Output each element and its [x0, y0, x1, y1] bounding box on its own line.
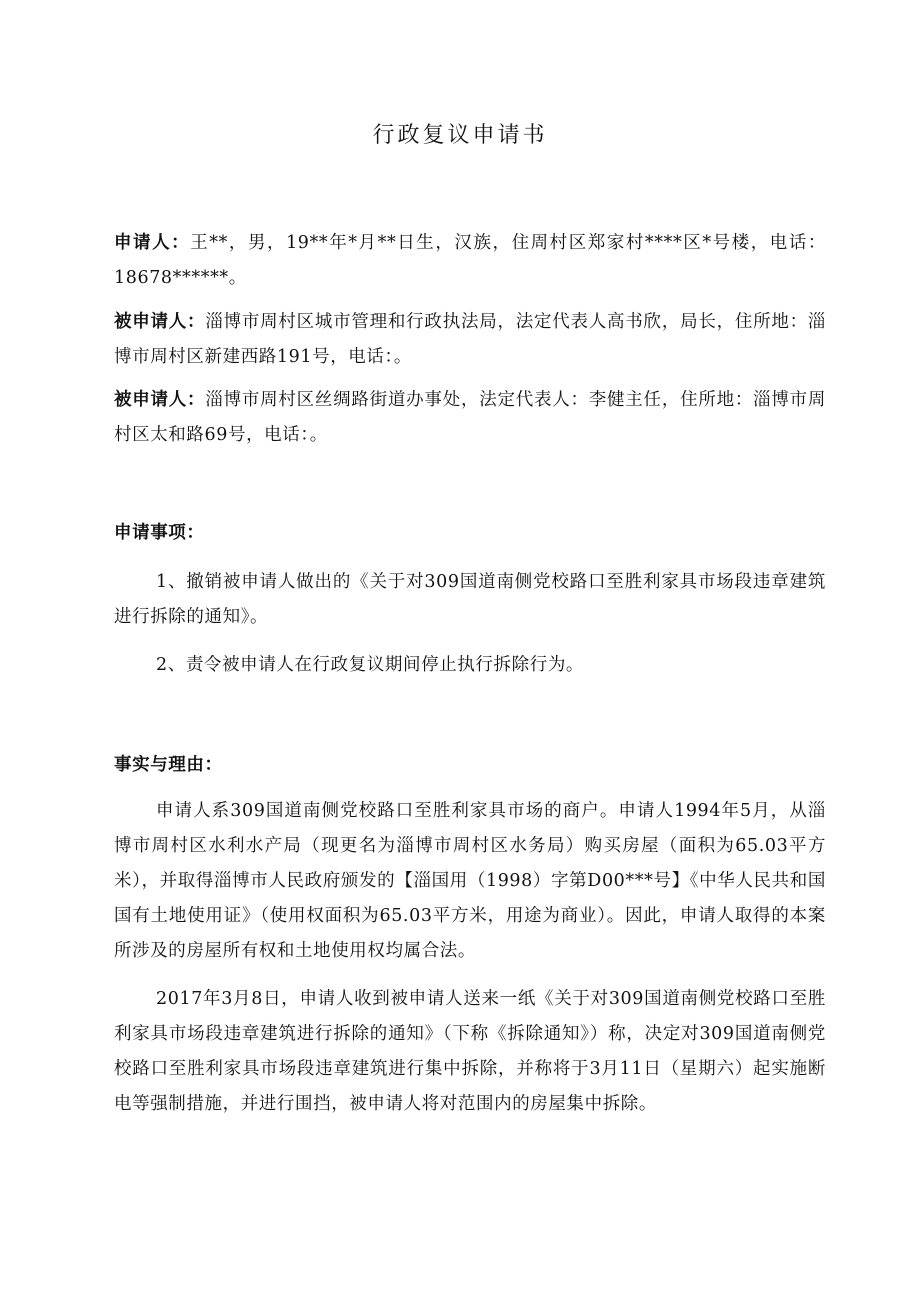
request-item-1: 1、撤销被申请人做出的《关于对309国道南侧党校路口至胜利家具市场段违章建筑进行拆除的通知》。: [114, 572, 826, 627]
respondent-2-label: 被申请人：: [114, 390, 206, 410]
applicant-text: 王**，男，19**年*月**日生，汉族，住周村区郑家村****区*号楼，电话：18678******。: [114, 233, 826, 288]
facts-heading: 事实与理由：: [114, 755, 223, 775]
respondent-1-text: 淄博市周村区城市管理和行政执法局，法定代表人高书欣，局长，住所地：淄博市周村区新建西路191号，电话：。: [114, 312, 827, 367]
request-item-2: 2、责令被申请人在行政复议期间停止执行拆除行为。: [156, 655, 585, 675]
requests-heading: 申请事项：: [114, 523, 205, 543]
respondent-2-paragraph: [114, 383, 826, 453]
respondent-1-paragraph: [114, 305, 826, 375]
facts-paragraph-2: 2017年3月8日，申请人收到被申请人送来一纸《关于对309国道南侧党校路口至胜利家具市场段违章建筑进行拆除的通知》（下称《拆除通知》）称，决定对309国道南侧党校路口至胜利家具市场段违章建筑进行集中拆除，并称将于3月11日（星期六）起实施断电等强制措施，并进行围挡，被申请人将对范围内的房屋集中拆除。: [114, 989, 826, 1114]
respondent-2-text: 淄博市周村区丝绸路街道办事处，法定代表人：李健主任，住所地：淄博市周村区太和路69号，电话：。: [114, 390, 827, 445]
applicant-label: 申请人：: [114, 233, 191, 253]
applicant-paragraph: [114, 226, 826, 296]
respondent-1-label: 被申请人：: [114, 312, 206, 332]
facts-paragraph-1: 申请人系309国道南侧党校路口至胜利家具市场的商户。申请人1994年5月，从淄博市周村区水利水产局（现更名为淄博市周村区水务局）购买房屋（面积为65.03平方米），并取得淄博市人民政府颁发的【淄国用（1998）字第D00***号】《中华人民共和国国有土地使用证》（使用权面积为65.03平方米，用途为商业）。因此，申请人取得的本案所涉及的房屋所有权和土地使用权均属合法。: [114, 801, 826, 961]
document-title: 行政复议申请书: [372, 123, 548, 148]
